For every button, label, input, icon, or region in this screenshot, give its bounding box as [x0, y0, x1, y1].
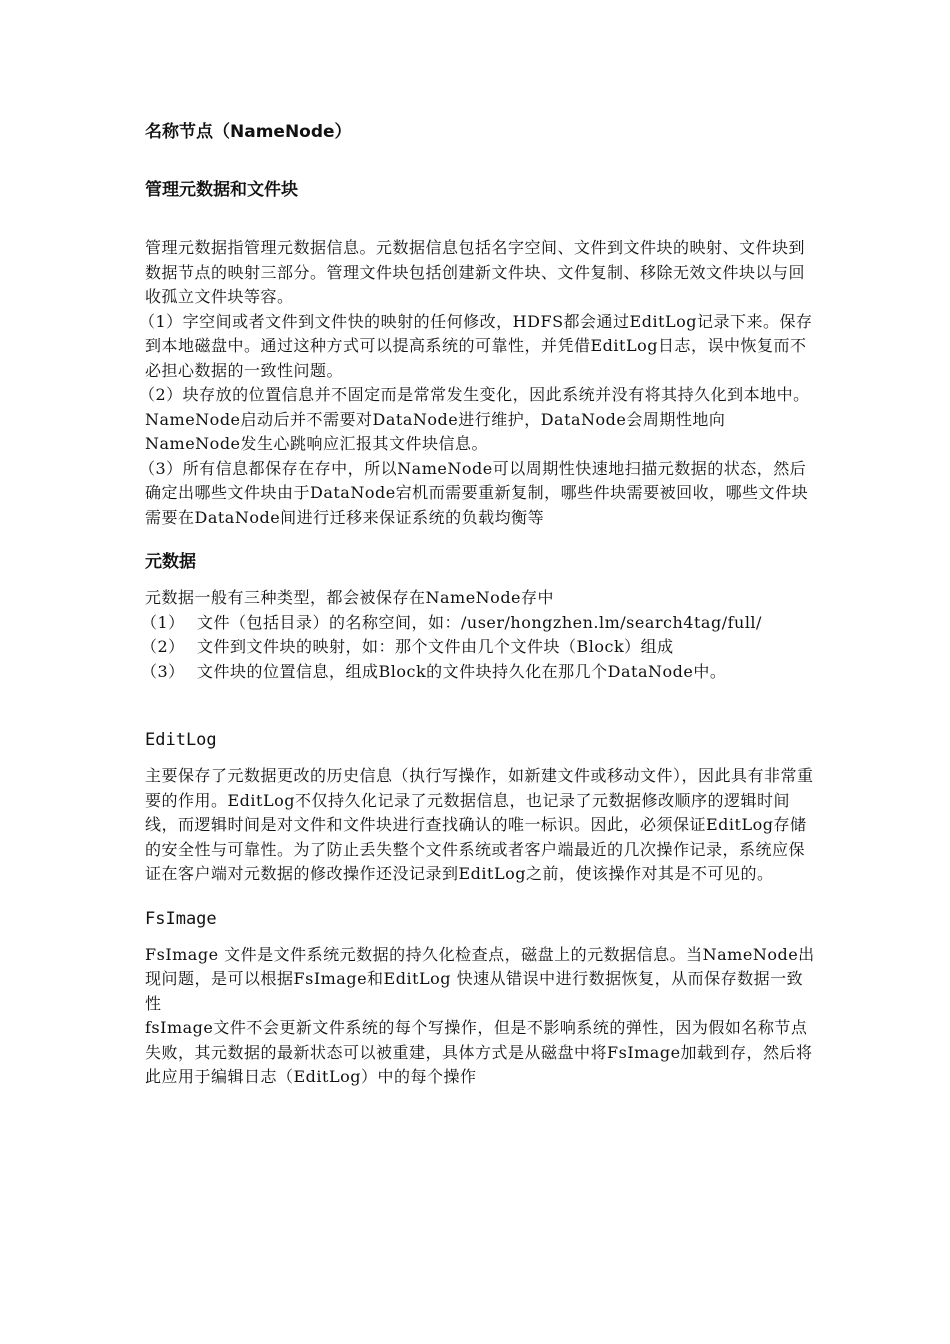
list-item-text: 文件到文件块的映射，如：那个文件由几个文件块（Block）组成	[197, 637, 674, 656]
section-editlog-body: 主要保存了元数据更改的历史信息（执行写操作，如新建文件或移动文件），因此具有非常重要的作用。EditLog不仅持久化记录了元数据信息，也记录了元数据修改顺序的逻辑时间线，而逻辑时间是对文件和文件块进行查找确认的唯一标识。因此，必须保证EditLog存储的安全性与可靠性。为了防止丢失整个文件系统或者客户端最近的几次操作记录，系统应保证在客户端对元数据的修改操作还没记录到EditLog之前，使该操作对其是不可见的。	[145, 766, 814, 883]
section-heading-manage-metadata: 管理元数据和文件块	[145, 180, 298, 200]
list-item	[141, 611, 817, 636]
section-heading-editlog: EditLog	[145, 730, 217, 750]
section-manage-metadata-point-1: （1）字空间或者文件到文件快的映射的任何修改，HDFS都会通过EditLog记录下来。保存到本地磁盘中。通过这种方式可以提高系统的可靠性，并凭借EditLog日志，误中恢复而不必担心数据的一致性问题。	[139, 311, 813, 380]
list-item-number: （3）	[141, 661, 185, 681]
section-heading-metadata: 元数据	[145, 552, 196, 572]
list-item	[141, 660, 817, 685]
list-item-number: （2）	[141, 637, 185, 656]
section-metadata-intro: 元数据一般有三种类型，都会被保存在NameNode存中	[145, 588, 555, 607]
list-item-text: 文件块的位置信息，组成Block的文件块持久化在那几个DataNode中。	[197, 661, 727, 681]
section-manage-metadata-intro: 管理元数据指管理元数据信息。元数据信息包括名字空间、文件到文件块的映射、文件块到数据节点的映射三部分。管理文件块包括创建新文件块、文件复制、移除无效文件块以与回收孤立文件块等容。	[145, 238, 806, 306]
document-content	[139, 120, 817, 1090]
section-manage-metadata-point-2: （2）块存放的位置信息并不固定而是常常发生变化，因此系统并没有将其持久化到本地中。NameNode启动后并不需要对DataNode进行维护，DataNode会周期性地向NameNode发生心跳响应汇报其文件块信息。	[139, 385, 810, 453]
section-heading-fsimage: FsImage	[145, 908, 217, 929]
section-fsimage-paragraph-2: fsImage文件不会更新文件系统的每个写操作，但是不影响系统的弹性，因为假如名称节点失败，其元数据的最新状态可以被重建，具体方式是从磁盘中将FsImage加载到存，然后将此应用于编辑日志（EditLog）中的每个操作	[145, 1018, 813, 1086]
list-item-number: （1）	[141, 612, 185, 632]
section-manage-metadata-point-3: （3）所有信息都保存在存中，所以NameNode可以周期性快速地扫描元数据的状态，然后确定出哪些文件块由于DataNode宕机而需要重新复制，哪些件块需要被回收，哪些文件块需要在DataNode间进行迁移来保证系统的负载均衡等	[139, 458, 809, 527]
document-title: 名称节点（NameNode）	[145, 122, 352, 142]
list-item	[141, 635, 817, 660]
section-fsimage-paragraph-1: FsImage 文件是文件系统元数据的持久化检查点，磁盘上的元数据信息。当NameNode出现问题，是可以根据FsImage和EditLog 快速从错误中进行数据恢复，从而保存数据一致性	[145, 944, 815, 1013]
list-item-text: 文件（包括目录）的名称空间，如：/user/hongzhen.lm/search4tag/full/	[197, 612, 762, 632]
